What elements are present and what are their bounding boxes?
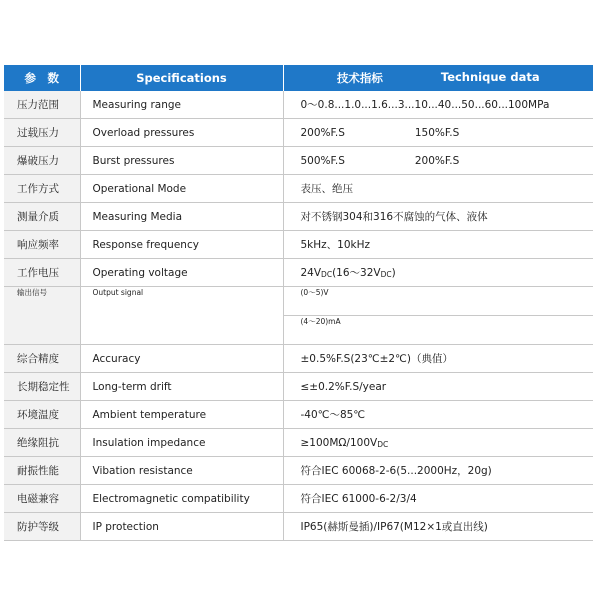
table-row: [4, 457, 593, 485]
param-zh: 长期稳定性: [4, 373, 80, 401]
param-en: Long-term drift: [80, 373, 283, 401]
table-row: [4, 513, 593, 541]
table-row: [4, 231, 593, 259]
table-row: [4, 147, 593, 175]
value-secondary: 200%F.S: [414, 154, 460, 167]
param-value: 符合IEC 60068-2-6(5...2000Hz，20g): [283, 457, 593, 485]
table-row: [4, 203, 593, 231]
param-en: Operational Mode: [80, 175, 283, 203]
table-row: [4, 175, 593, 203]
header-specifications: Specifications: [80, 65, 283, 91]
param-value-secondary: (4～20)mA: [283, 316, 593, 345]
param-zh: 输出信号: [4, 287, 80, 345]
param-en: Insulation impedance: [80, 429, 283, 457]
param-value: IP65(赫斯曼插)/IP67(M12×1或直出线): [283, 513, 593, 541]
voltage-range-dc-subscript: DC: [380, 270, 392, 279]
table-row: [4, 401, 593, 429]
param-zh: 工作电压: [4, 259, 80, 287]
param-en: Overload pressures: [80, 119, 283, 147]
table-row: [4, 91, 593, 119]
param-en: Output signal: [80, 287, 283, 345]
param-zh: 电磁兼容: [4, 485, 80, 513]
voltage-dc-subscript: DC: [321, 270, 333, 279]
table-row: [4, 287, 593, 316]
header-param: 参 数: [4, 65, 80, 91]
param-value: (0～5)V: [283, 287, 593, 316]
param-value: [283, 429, 593, 457]
specification-table: [4, 65, 593, 541]
param-en: Ambient temperature: [80, 401, 283, 429]
param-value: ±0.5%F.S(23℃±2℃)（典值）: [283, 345, 593, 373]
header-technique-zh: 技术指标: [336, 71, 383, 85]
param-value: 对不锈钢304和316不腐蚀的气体、液体: [283, 203, 593, 231]
param-value: [283, 147, 593, 175]
table-row: [4, 429, 593, 457]
param-zh: 响应频率: [4, 231, 80, 259]
param-zh: 压力范围: [4, 91, 80, 119]
param-value: ≤±0.2%F.S/year: [283, 373, 593, 401]
header-technique-en: Technique data: [440, 70, 540, 84]
param-en: Vibation resistance: [80, 457, 283, 485]
param-zh: 工作方式: [4, 175, 80, 203]
param-value: 0～0.8...1.0...1.6...3...10...40...50...60...100MPa: [283, 91, 593, 119]
param-zh: 过载压力: [4, 119, 80, 147]
voltage-close-paren: ): [391, 267, 396, 279]
value-secondary: 150%F.S: [414, 126, 460, 139]
header-technique-data: [283, 65, 593, 91]
table-row: [4, 119, 593, 147]
param-zh: 爆破压力: [4, 147, 80, 175]
value-primary: 500%F.S: [300, 154, 345, 167]
impedance-dc-subscript: DC: [377, 439, 389, 449]
table-row: [4, 485, 593, 513]
param-en: Measuring range: [80, 91, 283, 119]
param-value: [283, 119, 593, 147]
param-en: Measuring Media: [80, 203, 283, 231]
param-zh: 环境温度: [4, 401, 80, 429]
param-zh: 综合精度: [4, 345, 80, 373]
param-zh: 耐振性能: [4, 457, 80, 485]
param-zh: 防护等级: [4, 513, 80, 541]
param-value: [283, 259, 593, 287]
impedance-main: ≥100MΩ/100V: [300, 436, 378, 449]
voltage-main: 24V: [300, 267, 322, 279]
param-value: -40℃～85℃: [283, 401, 593, 429]
param-en: Burst pressures: [80, 147, 283, 175]
param-en: Response frequency: [80, 231, 283, 259]
param-value: 表压、绝压: [283, 175, 593, 203]
param-zh: 绝缘阻抗: [4, 429, 80, 457]
param-value: 符合IEC 61000-6-2/3/4: [283, 485, 593, 513]
voltage-range: (16～32V: [332, 267, 381, 279]
param-en: IP protection: [80, 513, 283, 541]
table-row: [4, 373, 593, 401]
table-header-row: [4, 65, 593, 91]
table-row: [4, 259, 593, 287]
value-primary: 200%F.S: [300, 126, 345, 139]
param-en: Accuracy: [80, 345, 283, 373]
param-en: Electromagnetic compatibility: [80, 485, 283, 513]
table-row: [4, 345, 593, 373]
param-en: Operating voltage: [80, 259, 283, 287]
param-value: 5kHz、10kHz: [283, 231, 593, 259]
param-zh: 测量介质: [4, 203, 80, 231]
